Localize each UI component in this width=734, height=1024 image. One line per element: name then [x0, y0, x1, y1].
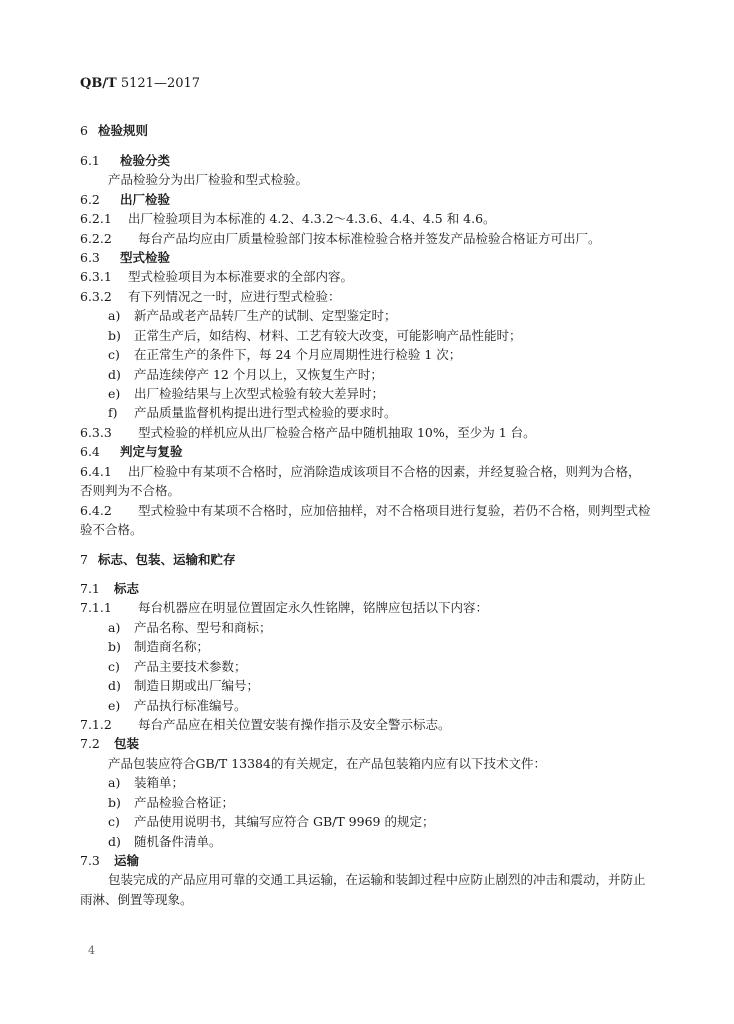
- section-title: 检验分类: [120, 153, 171, 168]
- section-title: 判定与复验: [120, 444, 183, 459]
- standard-prefix: QB/T: [80, 76, 117, 91]
- clause-text: 产品连续停产 12 个月以上，又恢复生产时；: [134, 367, 383, 382]
- text-line: [108, 813, 688, 831]
- clause-number: 6.3.1: [80, 269, 112, 284]
- clause-text: 型式检验项目为本标准要求的全部内容。: [128, 269, 354, 284]
- clause-text: 制造日期或出厂编号；: [134, 678, 260, 693]
- text-line: [80, 852, 660, 870]
- clause-number: 7.2: [80, 736, 100, 751]
- text-line: [80, 482, 660, 500]
- clause-number: a): [108, 308, 121, 323]
- text-line: [108, 619, 688, 637]
- clause-number: 7: [80, 552, 88, 567]
- clause-text: 出厂检验结果与上次型式检验有较大差异时；: [134, 386, 385, 401]
- text-line: [80, 122, 660, 140]
- clause-text: 每台产品均应由厂质量检验部门按本标准检验合格并签发产品检验合格证方可出厂。: [138, 231, 601, 246]
- text-line: [80, 268, 660, 286]
- clause-text: 出厂检验中有某项不合格时，应消除造成该项目不合格的因素，并经复验合格，则判为合格，: [128, 464, 641, 479]
- clause-number: b): [108, 328, 121, 343]
- text-line: [80, 230, 660, 248]
- document-header: [80, 76, 200, 91]
- text-line: [108, 658, 688, 676]
- clause-number: d): [108, 834, 121, 849]
- text-line: [108, 307, 688, 325]
- clause-number: e): [108, 698, 121, 713]
- text-line: [108, 871, 688, 889]
- clause-number: b): [108, 639, 121, 654]
- clause-number: 7.3: [80, 853, 100, 868]
- clause-number: a): [108, 775, 121, 790]
- section-title: 标志: [114, 581, 140, 596]
- text-line: [80, 580, 660, 598]
- text-line: [80, 502, 660, 520]
- text-line: [80, 443, 660, 461]
- text-line: [108, 697, 688, 715]
- text-line: [108, 327, 688, 345]
- clause-number: 7.1.1: [80, 600, 112, 615]
- clause-number: f): [108, 405, 118, 420]
- clause-number: 6.3.3: [80, 425, 112, 440]
- text-line: [80, 521, 660, 539]
- clause-number: 7.1: [80, 581, 100, 596]
- section-title: 型式检验: [120, 250, 171, 265]
- clause-number: 6.4: [80, 444, 100, 459]
- text-line: [80, 599, 660, 617]
- text-line: [108, 638, 688, 656]
- clause-text: 在正常生产的条件下，每 24 个月应周期性进行检验 1 次；: [134, 347, 462, 362]
- clause-text: 产品执行标准编号。: [134, 698, 247, 713]
- text-line: [80, 191, 660, 209]
- text-line: [80, 735, 660, 753]
- text-line: [108, 385, 688, 403]
- clause-text: 每台产品应在相关位置安装有操作指示及安全警示标志。: [138, 717, 451, 732]
- clause-number: d): [108, 367, 121, 382]
- text-line: [108, 346, 688, 364]
- text-line: [108, 833, 688, 851]
- text-line: [80, 249, 660, 267]
- clause-number: c): [108, 814, 120, 829]
- clause-number: c): [108, 659, 120, 674]
- text-line: [108, 171, 688, 189]
- section-title: 检验规则: [98, 123, 149, 138]
- text-line: [80, 463, 660, 481]
- clause-text: 正常生产后，如结构、材料、工艺有较大改变，可能影响产品性能时；: [134, 328, 522, 343]
- text-line: [80, 210, 660, 228]
- clause-number: a): [108, 620, 121, 635]
- clause-text: 型式检验的样机应从出厂检验合格产品中随机抽取 10%，至少为 1 台。: [138, 425, 536, 440]
- text-line: [108, 366, 688, 384]
- clause-text: 验不合格。: [80, 522, 143, 537]
- text-line: [80, 551, 660, 569]
- clause-text: 雨淋、倒置等现象。: [80, 892, 193, 907]
- clause-text: 型式检验中有某项不合格时，应加倍抽样，对不合格项目进行复验，若仍不合格，则判型式检: [138, 503, 651, 518]
- text-line: [108, 404, 688, 422]
- clause-number: e): [108, 386, 121, 401]
- page-number: 4: [88, 944, 95, 957]
- clause-text: 产品包装应符合GB/T 13384的有关规定，在产品包装箱内应有以下技术文件：: [108, 756, 546, 771]
- clause-number: 6.2.1: [80, 211, 112, 226]
- text-line: [80, 424, 660, 442]
- clause-number: b): [108, 795, 121, 810]
- clause-number: d): [108, 678, 121, 693]
- clause-text: 制造商名称；: [134, 639, 210, 654]
- clause-text: 产品使用说明书，其编写应符合 GB/T 9969 的规定；: [134, 814, 435, 829]
- clause-text: 有下列情况之一时，应进行型式检验：: [128, 289, 341, 304]
- text-line: [108, 774, 688, 792]
- text-line: [80, 152, 660, 170]
- text-line: [108, 794, 688, 812]
- clause-text: 出厂检验项目为本标准的 4.2、4.3.2～4.3.6、4.4、4.5 和 4.6。: [128, 211, 496, 226]
- clause-text: 随机备件清单。: [134, 834, 222, 849]
- clause-text: 产品检验合格证；: [134, 795, 235, 810]
- clause-text: 包装完成的产品应用可靠的交通工具运输，在运输和装卸过程中应防止剧烈的冲击和震动，并防止: [108, 872, 646, 887]
- standard-number: 5121—2017: [116, 76, 201, 91]
- clause-number: 6.3: [80, 250, 100, 265]
- clause-number: 6.1: [80, 153, 100, 168]
- section-title: 运输: [114, 853, 140, 868]
- text-line: [80, 716, 660, 734]
- clause-text: 产品质量监督机构提出进行型式检验的要求时。: [134, 405, 397, 420]
- clause-text: 新产品或老产品转厂生产的试制、定型鉴定时；: [134, 308, 397, 323]
- clause-text: 否则判为不合格。: [80, 483, 181, 498]
- clause-number: 7.1.2: [80, 717, 112, 732]
- clause-text: 产品主要技术参数；: [134, 659, 247, 674]
- text-line: [80, 891, 660, 909]
- clause-number: 6.2: [80, 192, 100, 207]
- clause-text: 每台机器应在明显位置固定永久性铭牌，铭牌应包括以下内容：: [138, 600, 489, 615]
- clause-text: 装箱单；: [134, 775, 185, 790]
- clause-number: 6.3.2: [80, 289, 112, 304]
- clause-text: 产品名称、型号和商标；: [134, 620, 272, 635]
- clause-text: 产品检验分为出厂检验和型式检验。: [108, 172, 309, 187]
- clause-number: 6.4.1: [80, 464, 112, 479]
- section-title: 包装: [114, 736, 140, 751]
- text-line: [108, 677, 688, 695]
- text-line: [80, 288, 660, 306]
- section-title: 出厂检验: [120, 192, 171, 207]
- clause-number: c): [108, 347, 120, 362]
- clause-number: 6: [80, 123, 88, 138]
- text-line: [108, 755, 688, 773]
- clause-number: 6.4.2: [80, 503, 112, 518]
- clause-number: 6.2.2: [80, 231, 112, 246]
- section-title: 标志、包装、运输和贮存: [98, 552, 236, 567]
